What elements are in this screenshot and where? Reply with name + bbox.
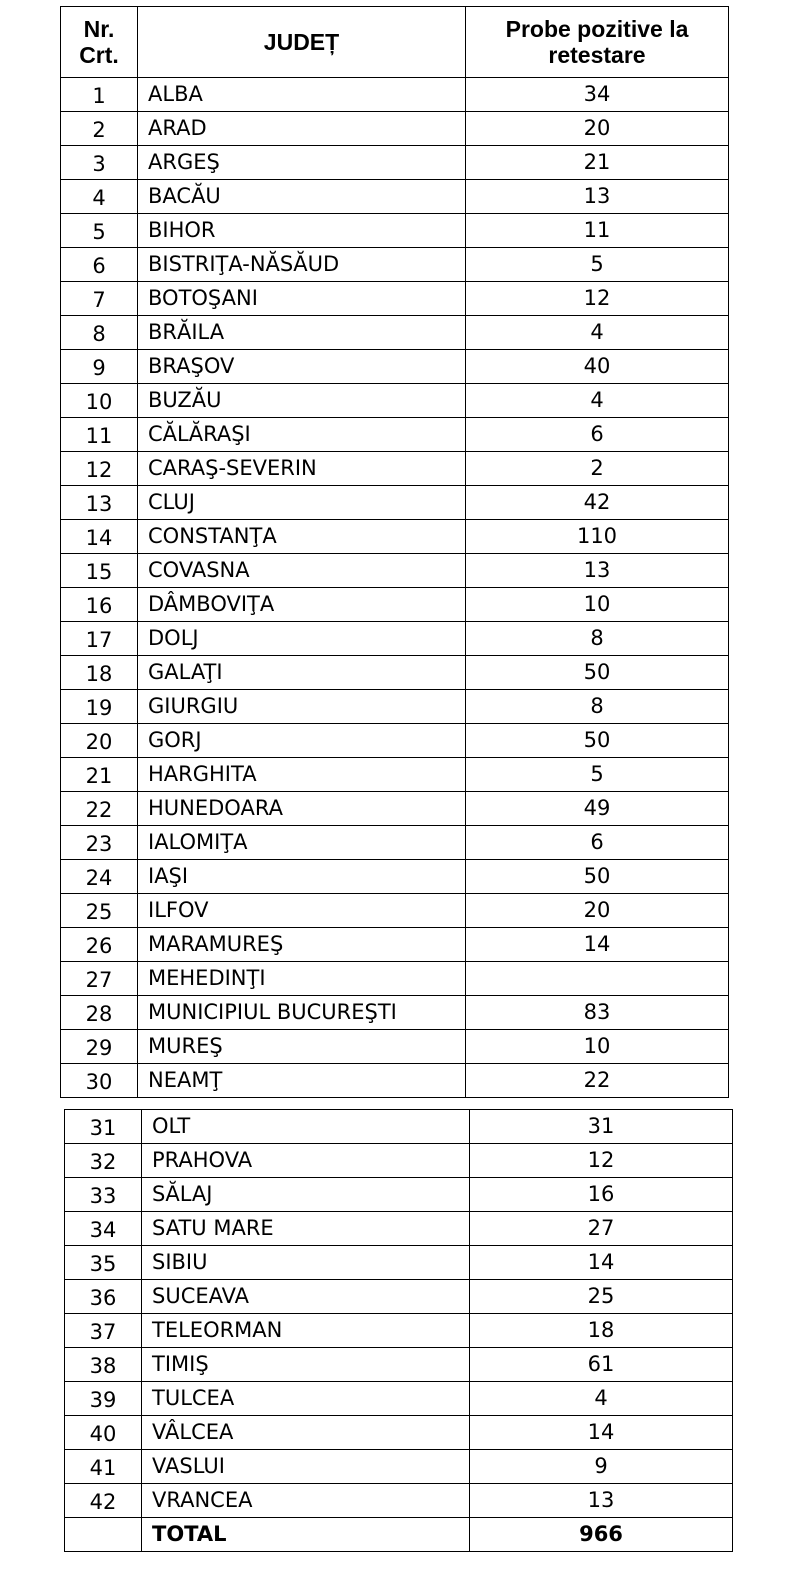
county-name: NEAMŢ [138,1064,466,1098]
row-number: 34 [65,1212,142,1246]
table-row [65,1178,733,1212]
row-number: 14 [61,520,138,554]
county-name: ALBA [138,78,466,112]
county-name: SATU MARE [142,1212,470,1246]
table-row [65,1382,733,1416]
positive-count: 110 [466,520,729,554]
county-name: GIURGIU [138,690,466,724]
row-number: 10 [61,384,138,418]
positive-count: 11 [466,214,729,248]
positive-count: 34 [466,78,729,112]
row-number: 32 [65,1144,142,1178]
positive-count: 9 [470,1450,733,1484]
county-name: COVASNA [138,554,466,588]
county-name: ILFOV [138,894,466,928]
row-number: 16 [61,588,138,622]
row-number: 22 [61,792,138,826]
row-number: 25 [61,894,138,928]
positive-count: 18 [470,1314,733,1348]
county-name: TULCEA [142,1382,470,1416]
table-row [61,180,729,214]
row-number: 42 [65,1484,142,1518]
header-nr: Nr. Crt. [61,7,138,78]
table-row [65,1246,733,1280]
county-name: HUNEDOARA [138,792,466,826]
positive-count: 13 [470,1484,733,1518]
row-number: 31 [65,1110,142,1144]
table-row [61,214,729,248]
total-nr-cell [65,1518,142,1552]
row-number: 33 [65,1178,142,1212]
row-number: 5 [61,214,138,248]
header-probe: Probe pozitive la retestare [466,7,729,78]
table-header-row [61,7,729,78]
table-row [61,690,729,724]
table-row [65,1450,733,1484]
county-name: TELEORMAN [142,1314,470,1348]
positive-count: 5 [466,248,729,282]
row-number: 19 [61,690,138,724]
table-row [61,656,729,690]
positive-count: 14 [466,928,729,962]
positive-count: 16 [470,1178,733,1212]
county-name: BISTRIŢA-NĂSĂUD [138,248,466,282]
table-row [61,554,729,588]
positive-count: 8 [466,622,729,656]
row-number: 26 [61,928,138,962]
positive-count: 4 [466,316,729,350]
county-name: ARGEŞ [138,146,466,180]
positive-count: 50 [466,724,729,758]
positive-count: 20 [466,112,729,146]
county-name: TIMIŞ [142,1348,470,1382]
row-number: 27 [61,962,138,996]
row-number: 8 [61,316,138,350]
table-row [65,1484,733,1518]
positive-count: 12 [470,1144,733,1178]
county-name: IAŞI [138,860,466,894]
positive-count: 42 [466,486,729,520]
positive-count: 13 [466,554,729,588]
county-name: OLT [142,1110,470,1144]
table-row [61,826,729,860]
row-number: 24 [61,860,138,894]
county-name: MEHEDINŢI [138,962,466,996]
row-number: 7 [61,282,138,316]
table-row [61,962,729,996]
table-row [61,78,729,112]
county-name: BIHOR [138,214,466,248]
county-name: IALOMIŢA [138,826,466,860]
table-row [61,758,729,792]
table-row [61,1030,729,1064]
table-body-2 [65,1110,733,1518]
row-number: 20 [61,724,138,758]
county-name: MARAMUREŞ [138,928,466,962]
positive-count: 10 [466,1030,729,1064]
table-row [61,894,729,928]
total-value: 966 [470,1518,733,1552]
county-name: MUREŞ [138,1030,466,1064]
county-table-part-2 [64,1109,733,1552]
table-row [61,928,729,962]
county-name: BACĂU [138,180,466,214]
table-row [65,1144,733,1178]
row-number: 29 [61,1030,138,1064]
county-name: SUCEAVA [142,1280,470,1314]
table-row [61,350,729,384]
county-name: GALAŢI [138,656,466,690]
row-number: 12 [61,452,138,486]
table-row [61,520,729,554]
positive-count: 8 [466,690,729,724]
county-name: GORJ [138,724,466,758]
table-row [65,1348,733,1382]
positive-count: 22 [466,1064,729,1098]
row-number: 18 [61,656,138,690]
table-row [61,248,729,282]
county-name: ARAD [138,112,466,146]
row-number: 40 [65,1416,142,1450]
positive-count: 31 [470,1110,733,1144]
positive-count: 5 [466,758,729,792]
positive-count: 27 [470,1212,733,1246]
table-row [65,1212,733,1246]
county-name: SĂLAJ [142,1178,470,1212]
table-row [61,316,729,350]
positive-count: 61 [470,1348,733,1382]
county-name: SIBIU [142,1246,470,1280]
table-row [61,996,729,1030]
row-number: 41 [65,1450,142,1484]
positive-count: 10 [466,588,729,622]
table-row [65,1110,733,1144]
county-name: CARAŞ-SEVERIN [138,452,466,486]
county-name: BOTOŞANI [138,282,466,316]
row-number: 30 [61,1064,138,1098]
row-number: 23 [61,826,138,860]
row-number: 37 [65,1314,142,1348]
positive-count: 14 [470,1246,733,1280]
row-number: 35 [65,1246,142,1280]
county-name: VRANCEA [142,1484,470,1518]
table-body-1 [61,78,729,1098]
table-row [61,146,729,180]
county-name: MUNICIPIUL BUCUREŞTI [138,996,466,1030]
positive-count: 20 [466,894,729,928]
row-number: 6 [61,248,138,282]
county-name: CONSTANŢA [138,520,466,554]
row-number: 21 [61,758,138,792]
row-number: 11 [61,418,138,452]
table-row [61,112,729,146]
county-name: DÂMBOVIŢA [138,588,466,622]
positive-count [466,962,729,996]
row-number: 4 [61,180,138,214]
total-label: TOTAL [142,1518,470,1552]
table-row [65,1416,733,1450]
county-name: CĂLĂRAŞI [138,418,466,452]
row-number: 1 [61,78,138,112]
table-row [61,486,729,520]
table-row [61,588,729,622]
county-name: BRĂILA [138,316,466,350]
positive-count: 21 [466,146,729,180]
row-number: 28 [61,996,138,1030]
county-name: VÂLCEA [142,1416,470,1450]
row-number: 36 [65,1280,142,1314]
county-name: CLUJ [138,486,466,520]
table-row [61,452,729,486]
row-number: 3 [61,146,138,180]
table-row [61,282,729,316]
table-row [61,792,729,826]
county-name: PRAHOVA [142,1144,470,1178]
positive-count: 13 [466,180,729,214]
table-row [61,384,729,418]
positive-count: 6 [466,418,729,452]
positive-count: 50 [466,656,729,690]
table-row [61,860,729,894]
row-number: 39 [65,1382,142,1416]
county-name: HARGHITA [138,758,466,792]
positive-count: 40 [466,350,729,384]
positive-count: 83 [466,996,729,1030]
positive-count: 49 [466,792,729,826]
positive-count: 50 [466,860,729,894]
row-number: 15 [61,554,138,588]
table-row [65,1314,733,1348]
total-row [65,1518,733,1552]
county-name: VASLUI [142,1450,470,1484]
row-number: 38 [65,1348,142,1382]
table-row [61,1064,729,1098]
positive-count: 4 [470,1382,733,1416]
row-number: 2 [61,112,138,146]
county-name: DOLJ [138,622,466,656]
county-table-part-1 [60,6,729,1098]
header-judet: JUDEȚ [138,7,466,78]
positive-count: 25 [470,1280,733,1314]
positive-count: 14 [470,1416,733,1450]
table-row [61,724,729,758]
row-number: 17 [61,622,138,656]
positive-count: 6 [466,826,729,860]
county-name: BRAŞOV [138,350,466,384]
table-row [65,1280,733,1314]
positive-count: 4 [466,384,729,418]
positive-count: 2 [466,452,729,486]
table-row [61,418,729,452]
table-row [61,622,729,656]
positive-count: 12 [466,282,729,316]
row-number: 13 [61,486,138,520]
county-name: BUZĂU [138,384,466,418]
row-number: 9 [61,350,138,384]
